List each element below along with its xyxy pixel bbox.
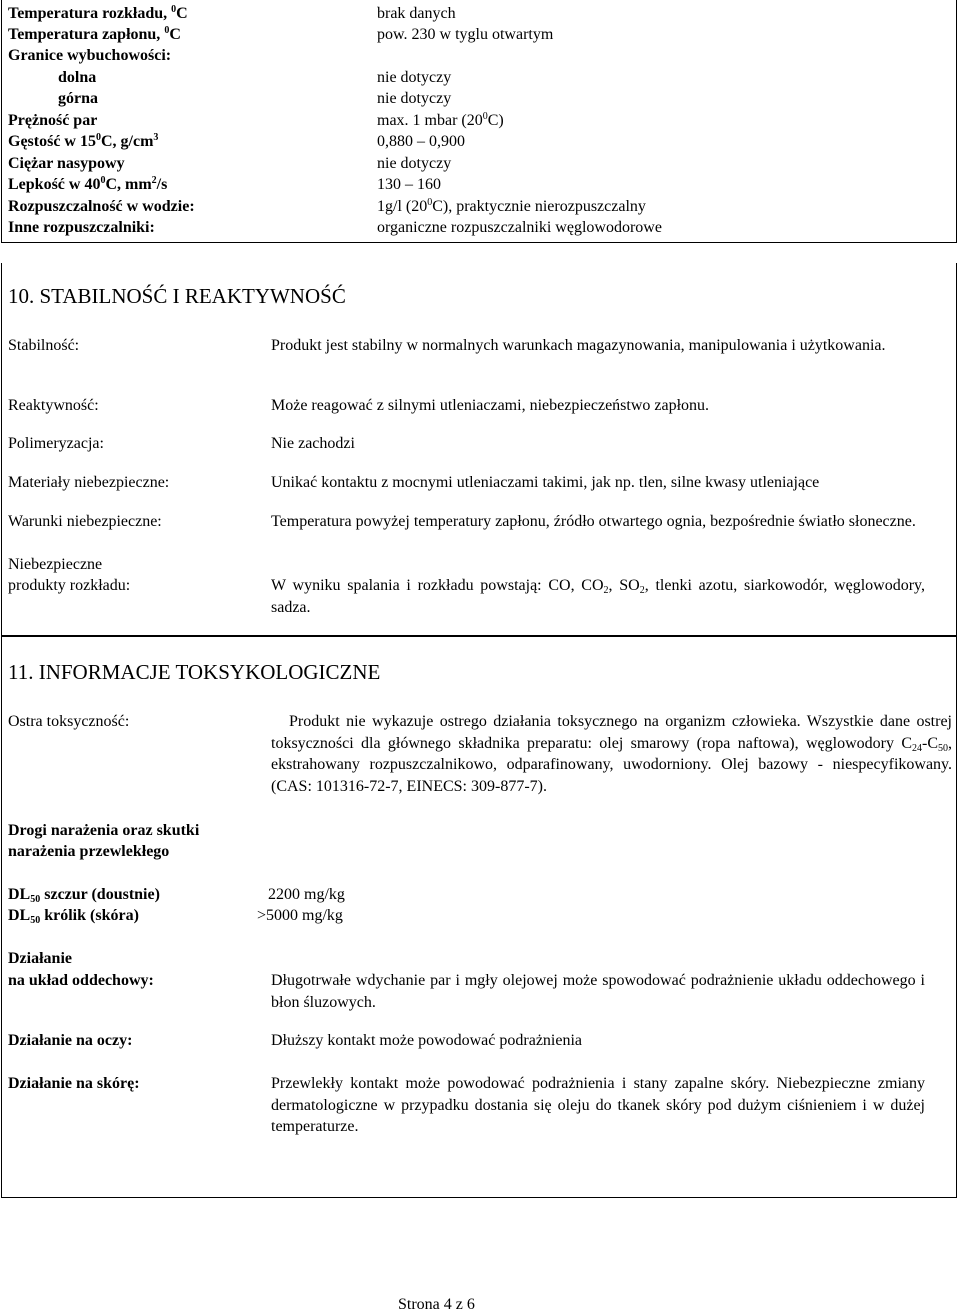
dl50-rabbit-label: $DL_{50}$ królik (skóra) [8, 907, 139, 926]
flash-point-value: pow. 230 w tyglu otwartym [377, 26, 554, 43]
decomp-temp-value: brak danych [377, 5, 456, 22]
upper-limit-label: górna [58, 90, 98, 107]
lower-limit-value: nie dotyczy [377, 69, 452, 86]
vapor-weight-label: Ciężar nasypowy [8, 155, 125, 172]
conditions-label: Warunki niebezpieczne: [8, 513, 162, 530]
vapor-weight-value: nie dotyczy [377, 155, 452, 172]
page-number: Strona 4 z 6 [398, 1296, 475, 1313]
viscosity-label: Lepkość w $40^0C$, $mm^2/s$ [8, 175, 168, 193]
exposure-routes-label-1: Drogi narażenia oraz skutki [8, 822, 200, 839]
density-label: Gęstość w $15^0C$, $g/cm^3$ [8, 132, 159, 150]
eyes-label: Działanie na oczy: [8, 1032, 133, 1049]
dl50-rat-value: 2200 mg/kg [268, 886, 345, 903]
flash-point-label: Temperatura zapłonu, $^0$C [8, 25, 181, 43]
respiratory-label-2: na układ oddechowy: [8, 972, 154, 989]
water-solubility-value: 1g/l $(20^0C)$, praktycznie nierozpuszczalny [377, 197, 646, 215]
polymerization-text: Nie zachodzi [271, 435, 355, 452]
materials-label: Materiały niebezpieczne: [8, 474, 170, 491]
skin-text: Przewlekły kontakt może powodować podrażnienia i stany zapalne skóry. Niebezpieczne zmiany dermatologiczne w przypadku dostania się oleju do tkanek skóry pod dużym ciśnieniem i w dużej temperaturze. [271, 1075, 925, 1135]
explosion-limits-label: Granice wybuchowości: [8, 47, 172, 64]
reactivity-text: Może reagować z silnymi utleniaczami, niebezpieczeństwo zapłonu. [271, 397, 710, 414]
decomp-temp-label: Temperatura rozkładu, $^0$C [8, 4, 188, 22]
acute-toxicity-text: Produkt nie wykazuje ostrego działania toksycznego na organizm człowieka. Wszystkie dane ostrej toksyczności dla głównego składnika preparatu: olej smarowy (ropa naftowa), węglowodory $C_{24}-C_{50}$, ekstrahowany rozpuszczalnikowo, odparafinowany, uwodorniony. Olej bazowy - niespecyfikowany. (CAS: 101316-72-7, EINECS: 309-877-7). [271, 713, 952, 795]
decomp-products-label-1: Niebezpieczne [8, 556, 103, 573]
vapor-pressure-value: max. 1 mbar $(20^0C)$ [377, 111, 504, 129]
other-solvents-label: Inne rozpuszczalniki: [8, 219, 155, 236]
skin-label: Działanie na skórę: [8, 1075, 140, 1092]
lower-limit-label: dolna [58, 69, 97, 86]
conditions-text: Temperatura powyżej temperatury zapłonu, źródło otwartego ognia, bezpośrednie światło słoneczne. [271, 513, 916, 530]
respiratory-label-1: Działanie [8, 950, 72, 967]
upper-limit-value: nie dotyczy [377, 90, 452, 107]
density-value: 0,880 – 0,900 [377, 133, 465, 150]
dl50-rat-label: $DL_{50}$ szczur (doustnie) [8, 886, 160, 905]
dl50-rabbit-value: >5000 mg/kg [257, 907, 343, 924]
viscosity-value: 130 – 160 [377, 176, 441, 193]
vapor-pressure-label: Prężność par [8, 112, 98, 129]
other-solvents-value: organiczne rozpuszczalniki węglowodorowe [377, 219, 662, 236]
stability-label: Stabilność: [8, 337, 80, 354]
eyes-text: Dłuższy kontakt może powodować podrażnienia [271, 1032, 583, 1049]
exposure-routes-label-2: narażenia przewlekłego [8, 843, 170, 860]
polymerization-label: Polimeryzacja: [8, 435, 104, 452]
decomp-products-text: W wyniku spalania i rozkładu powstają: CO, $CO_2$, $SO_2$, tlenki azotu, siarkowodór, węglowodory, sadza. [271, 577, 926, 616]
respiratory-text: Długotrwałe wdychanie par i mgły olejowej może spowodować podrażnienie układu oddechowego i błon śluzowych. [271, 972, 925, 1011]
stability-text: Produkt jest stabilny w normalnych warunkach magazynowania, manipulowania i użytkowania. [271, 337, 886, 354]
section-10-title: 10. STABILNOŚĆ I REAKTYWNOŚĆ [8, 284, 346, 308]
water-solubility-label: Rozpuszczalność w wodzie: [8, 198, 195, 215]
reactivity-label: Reaktywność: [8, 397, 99, 414]
materials-text: Unikać kontaktu z mocnymi utleniaczami takimi, jak np. tlen, silne kwasy utleniające [271, 474, 820, 491]
decomp-products-label-2: produkty rozkładu: [8, 577, 131, 594]
acute-toxicity-label: Ostra toksyczność: [8, 713, 130, 730]
section-11-title: 11. INFORMACJE TOKSYKOLOGICZNE [8, 660, 381, 684]
